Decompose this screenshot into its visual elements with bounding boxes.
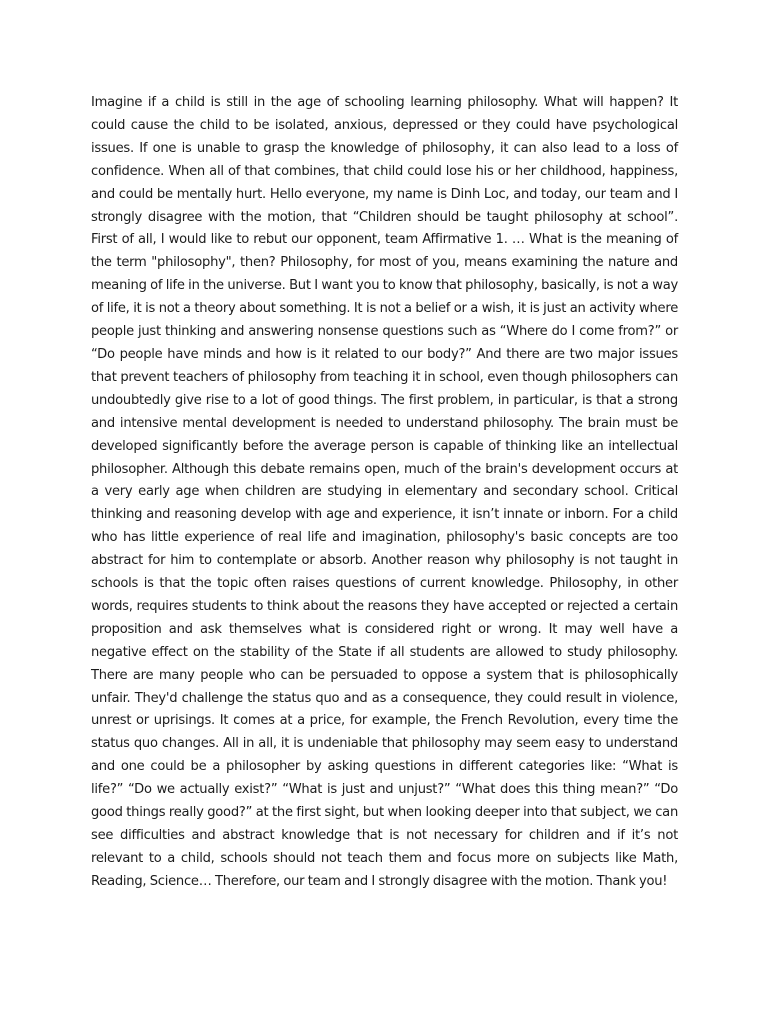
debate-speech-paragraph: Imagine if a child is still in the age of schooling learning philosophy. What will happen? It could cause the child to be isolated, anxious, depressed or they could have psychological issues. If one is unable to grasp the knowledge of philosophy, it can also lead to a loss of confidence. When all of that combines, that child could lose his or her childhood, happiness, and could be mentally hurt. Hello everyone, my name is Dinh Loc, and today, our team and I strongly disagree with the motion, that “Children should be taught philosophy at school”. First of all, I would like to rebut our opponent, team Affirmative 1. … What is the meaning of the term "philosophy", then? Philosophy, for most of you, means examining the nature and meaning of life in the universe. But I want you to know that philosophy, basically, is not a way of life, it is not a theory about something. It is not a belief or a wish, it is just an activity where people just thinking and answering nonsense questions such as “Where do I come from?” or “Do people have minds and how is it related to our body?” And there are two major issues that prevent teachers of philosophy from teaching it in school, even though philosophers can undoubtedly give rise to a lot of good things. The first problem, in particular, is that a strong and intensive mental development is needed to understand philosophy. The brain must be developed significantly before the average person is capable of thinking like an intellectual philosopher. Although this debate remains open, much of the brain's development occurs at a very early age when children are studying in elementary and secondary school. Critical thinking and reasoning develop with age and experience, it isn’t innate or inborn. For a child who has little experience of real life and imagination, philosophy's basic concepts are too abstract for him to contemplate or absorb. Another reason why philosophy is not taught in schools is that the topic often raises questions of current knowledge. Philosophy, in other words, requires students to think about the reasons they have accepted or rejected a certain proposition and ask themselves what is considered right or wrong. It may well have a negative effect on the stability of the State if all students are allowed to study philosophy. There are many people who can be persuaded to oppose a system that is philosophically unfair. They'd challenge the status quo and as a consequence, they could result in violence, unrest or uprisings. It comes at a price, for example, the French Revolution, every time the status quo changes. All in all, it is undeniable that philosophy may seem easy to understand and one could be a philosopher by asking questions in different categories like: “What is life?” “Do we actually exist?” “What is just and unjust?” “What does this thing mean?” “Do good things really good?” at the first sight, but when looking deeper into that subject, we can see difficulties and abstract knowledge that is not necessary for children and if it’s not relevant to a child, schools should not teach them and focus more on subjects like Math, Reading, Science… Therefore, our team and I strongly disagree with the motion. Thank you! <box>91 95 678 889</box>
